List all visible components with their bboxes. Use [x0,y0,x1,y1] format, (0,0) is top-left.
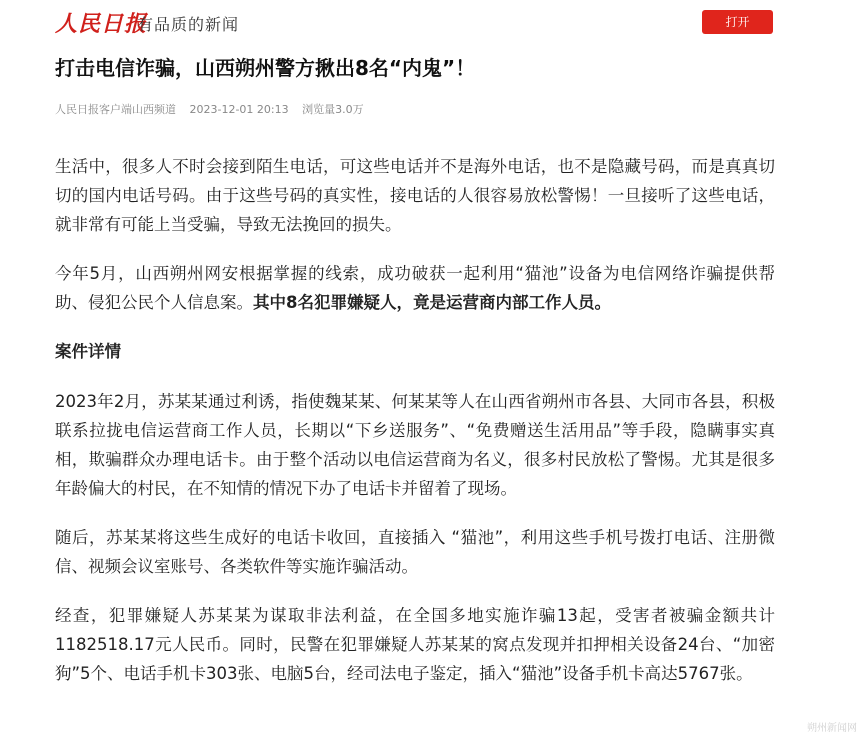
paragraph-case-summary [55,259,775,317]
article-title: 打击电信诈骗，山西朔州警方揪出8名“内鬼”！ [55,56,476,80]
slogan: 有品质的新闻 [137,15,240,34]
article-meta [55,101,374,117]
article-source: 人民日报客户端山西频道 [55,103,176,116]
case-summary-text: 今年5月，山西朔州网安根据掌握的线索，成功破获一起利用“猫池”设备为电信网络诈骗提供帮助、侵犯公民个人信息案。 [55,264,775,312]
open-app-button[interactable]: 打开 [702,10,773,34]
paragraph-investigation: 经查，犯罪嫌疑人苏某某为谋取非法利益，在全国多地实施诈骗13起，受害者被骗金额共计1182518.17元人民币。同时，民警在犯罪嫌疑人苏某某的窝点发现并扣押相关设备24台、“加密狗”5个、电话手机卡303张、电脑5台，经司法电子鉴定，插入“猫池”设备手机卡高达5767张。 [55,606,775,683]
paragraph-fraud-method: 随后，苏某某将这些生成好的电话卡收回，直接插入 “猫池”，利用这些手机号拨打电话、注册微信、视频会议室账号、各类软件等实施诈骗活动。 [55,528,775,576]
section-heading: 案件详情 [55,342,121,361]
article-views: 浏览量3.0万 [302,103,364,116]
paragraph-intro: 生活中，很多人不时会接到陌生电话，可这些电话并不是海外电话，也不是隐藏号码，而是真真切切的国内电话号码。由于这些号码的真实性，接电话的人很容易放松警惕！一旦接听了这些电话，就非常有可能上当受骗，导致无法挽回的损失。 [55,157,775,234]
watermark: 朔州新闻网 [807,723,857,734]
case-summary-highlight: 其中8名犯罪嫌疑人，竟是运营商内部工作人员。 [253,293,611,312]
top-bar [0,0,865,44]
paragraph-case-details: 2023年2月，苏某某通过利诱，指使魏某某、何某某等人在山西省朔州市各县、大同市各县，积极联系拉拢电信运营商工作人员，长期以“下乡送服务”、“免费赠送生活用品”等手段，隐瞒事实真相，欺骗群众办理电话卡。由于整个活动以电信运营商为名义，很多村民放松了警惕。尤其是很多年龄偏大的村民，在不知情的情况下办了电话卡并留着了现场。 [55,392,775,498]
article-body [55,152,775,708]
people-daily-logo[interactable]: 人民日报 [55,11,148,37]
article-datetime: 2023-12-01 20:13 [189,103,289,116]
